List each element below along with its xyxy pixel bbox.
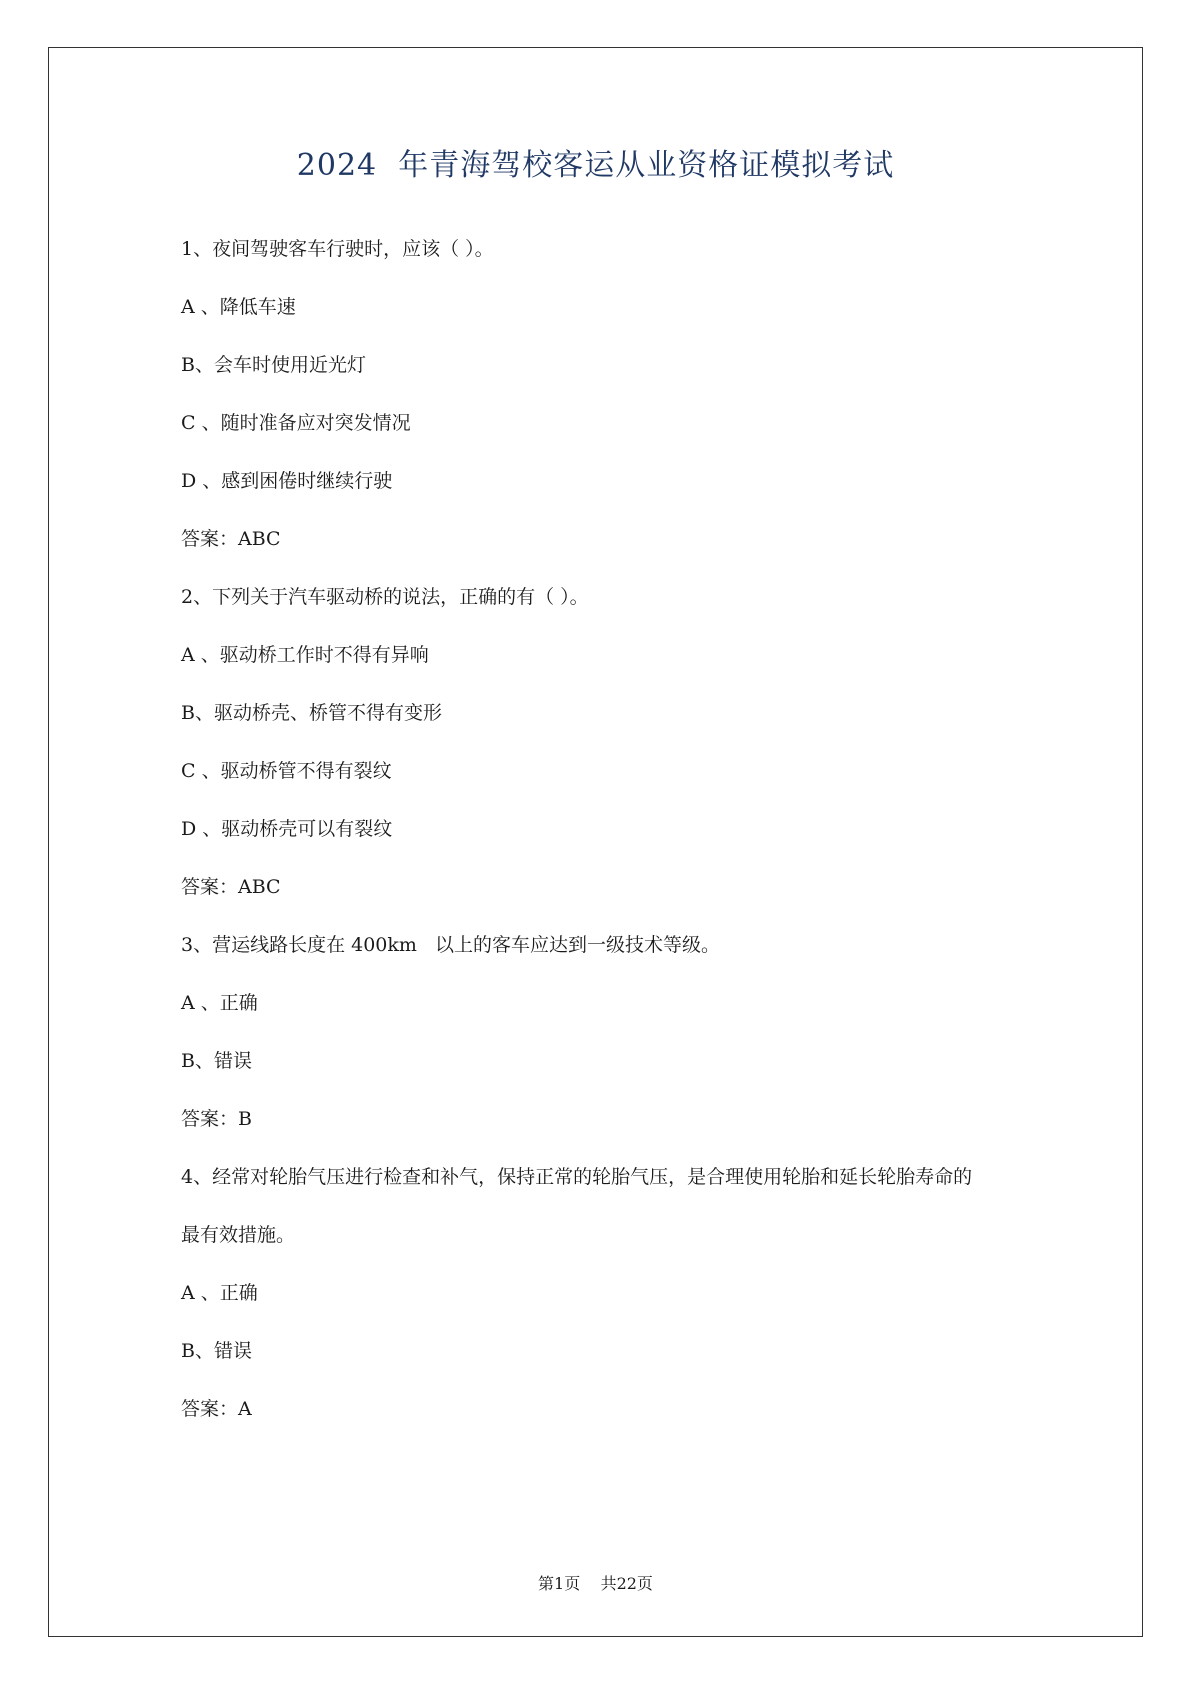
question-4-option-a: A 、正确: [181, 1282, 258, 1304]
question-2-option-c: C 、驱动桥管不得有裂纹: [181, 760, 392, 782]
question-2-option-a: A 、驱动桥工作时不得有异响: [181, 644, 429, 666]
question-2-text: 2、下列关于汽车驱动桥的说法，正确的有（ ）。: [181, 586, 589, 608]
question-1-text: 1、夜间驾驶客车行驶时，应该（ ）。: [181, 238, 494, 260]
document-title: 2024 年青海驾校客运从业资格证模拟考试: [296, 148, 895, 183]
question-1-option-d: D 、感到困倦时继续行驶: [181, 470, 393, 492]
question-3-option-b: B、错误: [181, 1050, 252, 1072]
question-1-answer: 答案：ABC: [181, 528, 281, 550]
question-2-option-d: D 、驱动桥壳可以有裂纹: [181, 818, 393, 840]
question-3-text: 3、营运线路长度在 400km 以上的客车应达到一级技术等级。: [181, 934, 721, 956]
question-3-option-a: A 、正确: [181, 992, 258, 1014]
question-1-option-b: B、会车时使用近光灯: [181, 354, 366, 376]
question-4-option-b: B、错误: [181, 1340, 252, 1362]
question-1-option-c: C 、随时准备应对突发情况: [181, 412, 411, 434]
question-2-answer: 答案：ABC: [181, 876, 281, 898]
question-4-text: 4、经常对轮胎气压进行检查和补气，保持正常的轮胎气压，是合理使用轮胎和延长轮胎寿命的: [181, 1166, 973, 1188]
question-1-option-a: A 、降低车速: [181, 296, 296, 318]
question-2-option-b: B、驱动桥壳、桥管不得有变形: [181, 702, 442, 724]
question-4-answer: 答案：A: [181, 1398, 252, 1420]
page-number-footer: 第1页 共22页: [538, 1574, 653, 1593]
question-3-answer: 答案：B: [181, 1108, 252, 1130]
question-4-text-continued: 最有效措施。: [181, 1224, 296, 1246]
